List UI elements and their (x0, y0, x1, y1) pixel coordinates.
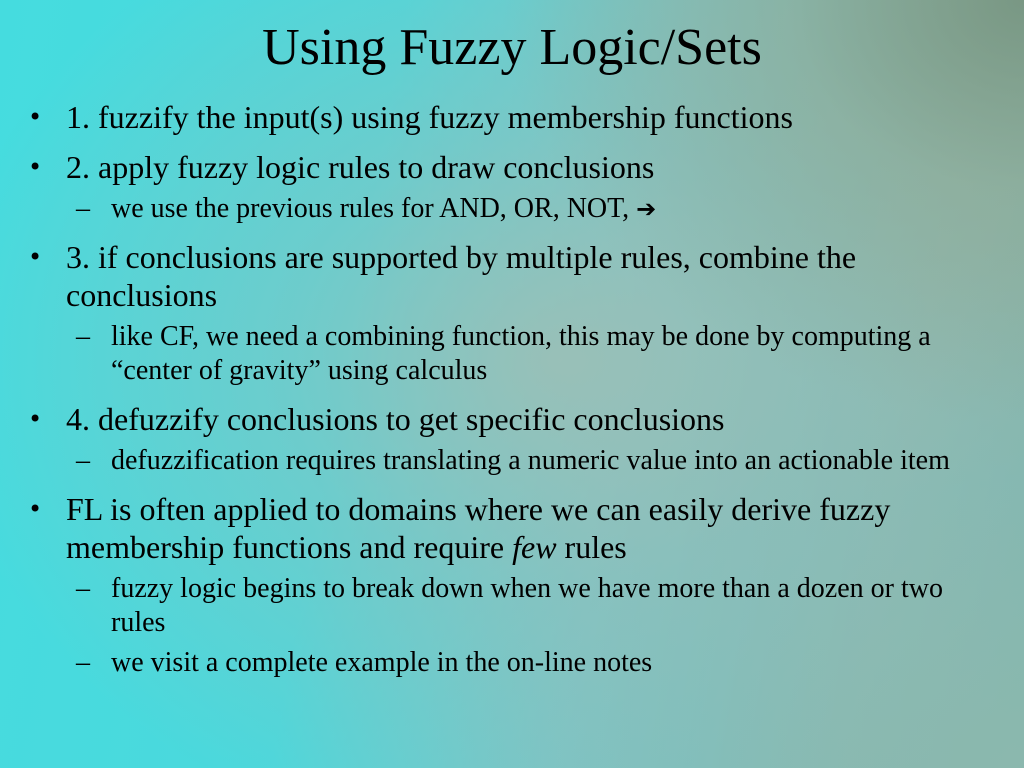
bullet-text (66, 491, 890, 565)
bullet-item (22, 400, 1002, 438)
bullet-text: 3. if conclusions are supported by multiple rules, combine the conclusions (66, 239, 857, 313)
slide-content (22, 98, 1002, 680)
bullet-text: 2. apply fuzzy logic rules to draw conclusions (66, 149, 655, 185)
sub-bullet-text: we visit a complete example in the on-line notes (111, 647, 653, 678)
bullet-marker: • (28, 243, 43, 271)
sub-bullet-item (22, 320, 1002, 388)
sub-bullet-text: defuzzification requires translating a numeric value into an actionable item (111, 445, 950, 476)
sub-bullet-text: fuzzy logic begins to break down when we have more than a dozen or two rules (111, 573, 943, 638)
bullet-item (22, 238, 1002, 314)
dash-marker: – (76, 573, 90, 604)
sub-bullet-item (22, 572, 1002, 640)
bullet-item (22, 490, 1002, 566)
sub-bullet-text: like CF, we need a combining function, this may be done by computing a “center of gravity” using calculus (111, 321, 931, 386)
emphasized-word: few (512, 529, 557, 565)
dash-marker: – (76, 647, 90, 678)
bullet-item (22, 98, 1002, 136)
sub-bullet-item (22, 444, 1002, 478)
bullet-text-part: FL is often applied to domains where we can easily derive fuzzy membership functions and require (66, 491, 891, 565)
sub-bullet-item (22, 192, 1002, 226)
dash-marker: – (76, 321, 90, 352)
sub-bullet-text: we use the previous rules for AND, OR, NOT, (111, 193, 637, 224)
sub-bullet-item (22, 646, 1002, 680)
bullet-text: 1. fuzzify the input(s) using fuzzy membership functions (66, 99, 793, 135)
bullet-marker: • (28, 495, 43, 523)
arrow-icon: ➔ (636, 195, 657, 223)
bullet-text: 4. defuzzify conclusions to get specific conclusions (66, 401, 725, 437)
bullet-text-part: rules (556, 529, 627, 565)
bullet-marker: • (28, 405, 43, 433)
dash-marker: – (76, 193, 90, 224)
bullet-marker: • (28, 153, 43, 181)
slide-title: Using Fuzzy Logic/Sets (262, 19, 762, 76)
bullet-item (22, 148, 1002, 186)
bullet-marker: • (28, 103, 43, 131)
dash-marker: – (76, 445, 90, 476)
